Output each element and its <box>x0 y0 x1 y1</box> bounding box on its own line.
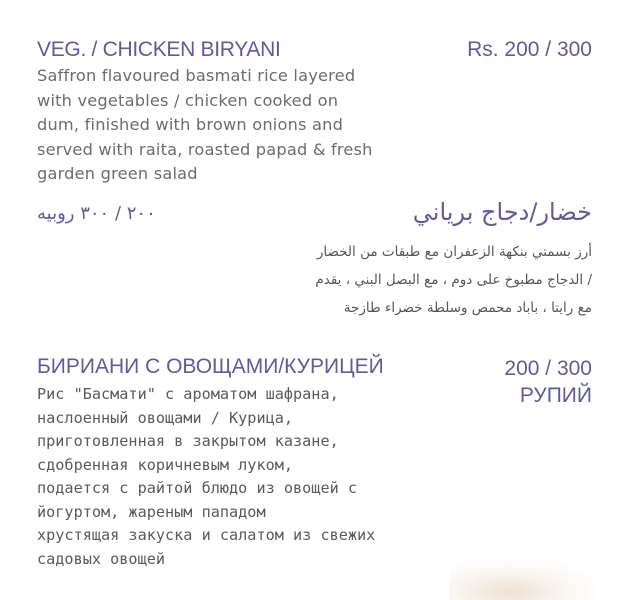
description-line: أرز بسمتي بنكهة الزعفران مع طبقات من الخضار <box>316 244 592 260</box>
description-line: садовых овощей <box>37 549 166 568</box>
description-line: приготовленная в закрытом казане, <box>37 432 339 450</box>
item-title-russian: БИРИАНИ С ОВОЩАМИ/КУРИЦЕЙ <box>37 355 384 378</box>
description-line: / الدجاج مطبوخ على دوم ، مع البصل البني ، يقدم <box>315 272 592 288</box>
description-line: served with raita, roasted papad & fresh <box>37 139 373 159</box>
item-title-arabic: خضار/دجاج برياني <box>412 198 592 226</box>
price-line: РУПИЙ <box>519 384 592 407</box>
item-price-english: Rs. 200 / 300 <box>467 38 592 61</box>
item-price-arabic: ٢٠٠ / ٣٠٠ روبيه <box>37 203 156 224</box>
paper-texture-decoration <box>450 560 600 600</box>
item-description-russian <box>37 383 437 571</box>
description-line: хрустящая закуска и салатом из свежих <box>37 526 376 544</box>
description-line: Рис "Басмати" с ароматом шафрана, <box>37 385 339 403</box>
item-description-english <box>37 64 417 187</box>
description-line: مع رايتا ، باباد محمص وسلطة خضراء طازجة <box>343 300 592 316</box>
price-line: 200 / 300 <box>504 357 592 380</box>
description-line: dum, finished with brown onions and <box>37 115 344 134</box>
description-line: with vegetables / chicken cooked on <box>37 90 339 110</box>
item-price-russian <box>504 355 592 409</box>
description-line: подается с райтой блюдо из овощей с <box>37 479 358 497</box>
description-line: сдобренная коричневым луком, <box>37 455 294 474</box>
item-description-arabic <box>172 238 592 322</box>
description-line: наслоенный овощами / Курица, <box>37 408 294 427</box>
description-line: garden green salad <box>37 164 198 183</box>
description-line: Saffron flavoured basmati rice layered <box>37 66 356 85</box>
description-line: йогуртом, жареным пападом <box>37 502 266 521</box>
item-title-english: VEG. / CHICKEN BIRYANI <box>37 38 281 61</box>
